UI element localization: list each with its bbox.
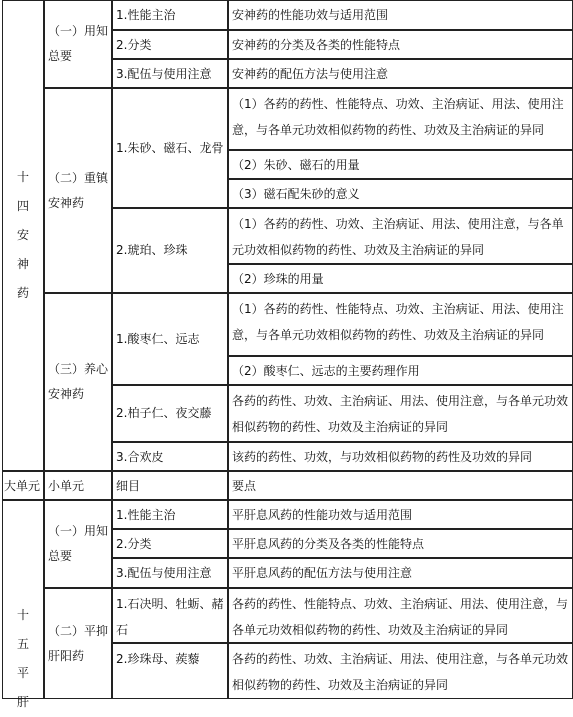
item-cell: 2.琥珀、珍珠	[112, 208, 228, 293]
item-cell: 3.配伍与使用注意	[112, 59, 228, 88]
item-cell: 3.配伍与使用注意	[112, 558, 228, 588]
item-cell: 2.分类	[112, 529, 228, 558]
header-item: 细目	[112, 471, 228, 500]
item-cell: 2.柏子仁、夜交藤	[112, 385, 228, 442]
points-cell: （1）各药的药性、功效、主治病证、用法、使用注意，与各单元功效相似药物的药性、功效及主治病证的异同	[228, 208, 573, 264]
item-cell: 2.分类	[112, 30, 228, 59]
points-cell: 平肝息风药的配伍方法与使用注意	[228, 558, 573, 588]
subunit-name: （二）重镇安神药	[48, 170, 109, 210]
points-cell: 各药的药性、性能特点、功效、主治病证、用法、使用注意，与各单元功效相似药物的药性、功效及主治病证的异同	[228, 588, 573, 643]
header-unit: 大单元	[2, 471, 44, 500]
subunit-cell	[44, 0, 112, 88]
points-cell: 安神药的性能功效与适用范围	[228, 0, 573, 30]
unit-cell-15	[2, 500, 44, 709]
points-cell: 安神药的分类及各类的性能特点	[228, 30, 573, 59]
subunit-name: （二）平抑肝阳药	[48, 623, 109, 663]
unit-name: 十五平肝	[16, 608, 29, 709]
item-cell: 2.珍珠母、蒺藜	[112, 643, 228, 699]
unit-cell-14	[2, 0, 44, 471]
item-cell: 1.酸枣仁、远志	[112, 293, 228, 385]
item-cell: 1.朱砂、磁石、龙骨	[112, 88, 228, 208]
points-cell: （2）酸枣仁、远志的主要药理作用	[228, 356, 573, 385]
points-cell: （2）珍珠的用量	[228, 264, 573, 293]
item-cell: 1.性能主治	[112, 500, 228, 529]
subunit-cell	[44, 500, 112, 588]
subunit-name: （一）用知总要	[48, 524, 109, 563]
subunit-name: （三）养心安神药	[48, 362, 109, 401]
points-cell: （3）磁石配朱砂的意义	[228, 179, 573, 208]
item-cell: 3.合欢皮	[112, 442, 228, 471]
points-cell: （1）各药的药性、性能特点、功效、主治病证、用法、使用注意，与各单元功效相似药物的药性、功效及主治病证的异同	[228, 293, 573, 356]
subunit-cell	[44, 293, 112, 471]
subunit-cell	[44, 588, 112, 699]
subunit-name: （一）用知总要	[48, 24, 109, 63]
points-cell: 各药的药性、功效、主治病证、用法、使用注意，与各单元功效相似药物的药性、功效及主治病证的异同	[228, 385, 573, 442]
item-cell: 1.性能主治	[112, 0, 228, 30]
header-subunit: 小单元	[44, 471, 112, 500]
header-points: 要点	[228, 471, 573, 500]
points-cell: （1）各药的药性、性能特点、功效、主治病证、用法、使用注意，与各单元功效相似药物的药性、功效及主治病证的异同	[228, 88, 573, 150]
points-cell: 该药的药性、功效，与功效相似药物的药性及功效的异同	[228, 442, 573, 471]
points-cell: 各药的药性、功效、主治病证、用法、使用注意，与各单元功效相似药物的药性、功效及主治病证的异同	[228, 643, 573, 699]
points-cell: 平肝息风药的性能功效与适用范围	[228, 500, 573, 529]
points-cell: 平肝息风药的分类及各类的性能特点	[228, 529, 573, 558]
item-cell: 1.石决明、牡蛎、赭石	[112, 588, 228, 643]
unit-name: 十四安神药	[16, 170, 29, 300]
points-cell: （2）朱砂、磁石的用量	[228, 150, 573, 179]
points-cell: 安神药的配伍方法与使用注意	[228, 59, 573, 88]
subunit-cell	[44, 88, 112, 293]
